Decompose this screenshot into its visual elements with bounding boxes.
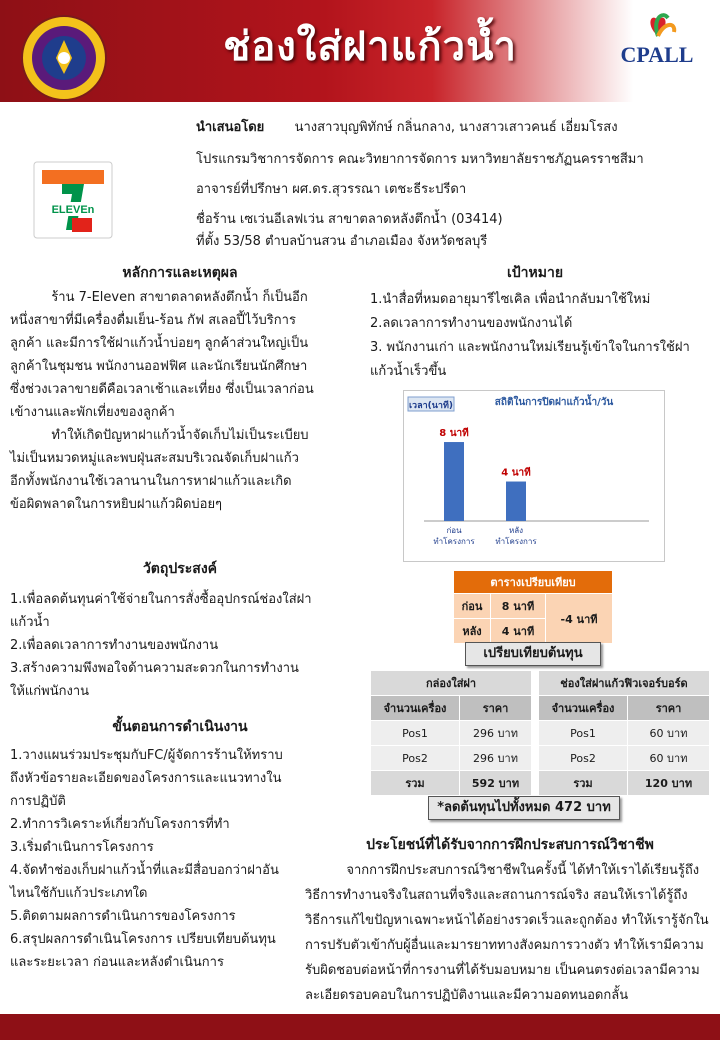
chart-ylabel: เวลา(นาที) (408, 401, 454, 411)
time-chart-svg (404, 391, 664, 561)
column-header: ราคา (628, 696, 710, 721)
total-value: 592 บาท (460, 771, 532, 796)
column-header: ราคา (460, 696, 532, 721)
steps-line: 5.ติดตามผลการดำเนินการของโครงการ (10, 909, 236, 924)
steps-line: 1.วางแผนร่วมประชุมกับFC/ผู้จัดการร้านให้ทราบ (10, 748, 283, 763)
benefits-line: วิธีการแก้ไขปัญหาเฉพาะหน้าได้อย่างรวดเร็วและถูกต้อง ทำให้เรารู้จักใน (305, 913, 709, 928)
principles-line: ข้อผิดพลาดในการหยิบฝาแก้วผิดบ่อยๆ (10, 497, 223, 512)
steps-line: 6.สรุปผลการดำเนินโครงการ เปรียบเทียบต้นทุน (10, 932, 276, 947)
principles-line: ไม่เป็นหมวดหมู่และพบฝุ่นสะสมบริเวณจัดเก็บฝาแก้ว (10, 451, 299, 466)
presenter-names: นางสาวบุญพิทักษ์ กลิ่นกลาง, นางสาวเสาวคนธ์ เอี่ยมโรสง (294, 120, 618, 135)
advisor-line: อาจารย์ที่ปรึกษา ผศ.ดร.สุวรรณา เตชะธีระปรีดา (196, 182, 467, 197)
principles-line: อีกทั้งพนักงานใช้เวลานานในการหาฝาแก้วและเกิด (10, 474, 292, 489)
benefits-line: จากการฝึกประสบการณ์วิชาชีพในครั้งนี้ ได้ทำให้เราได้เรียนรู้ถึง (305, 863, 700, 878)
chart-bar (506, 482, 526, 521)
steps-line: การปฏิบัติ (10, 794, 66, 809)
store-line: ชื่อร้าน เซเว่นอีเลฟเว่น สาขาตลาดหลังตึกน้ำ (03414) (196, 212, 503, 227)
steps-line: และระยะเวลา ก่อนและหลังดำเนินการ (10, 955, 224, 970)
benefits-line: การปรับตัวเข้ากับผู้อื่นและมารยาททางสังคมการวางตัว ทำให้เรามีความ (305, 938, 704, 953)
cpall-logo (600, 6, 715, 70)
goals-line: แก้วน้ำเร็วขึ้น (370, 364, 447, 379)
steps-heading: ขั้นตอนการดำเนินงาน (112, 719, 248, 735)
table-cell: 296 บาท (460, 721, 532, 746)
chart-title: สถิติในการปิดฝาแก้วน้ำ/วัน (494, 397, 614, 408)
table-cell: Pos1 (539, 721, 628, 746)
objectives-body (10, 588, 355, 703)
chart-category-label: ก่อน (446, 526, 462, 535)
benefits-line: วิธีการทำงานจริงในสถานที่จริงและสถานการณ์จริง สอนให้เราได้รู้ถึง (305, 888, 688, 903)
principles-line: หนึ่งสาขาที่มีเครื่องดื่มเย็น-ร้อน กัฟ สเลอปี้ไว้บริการ (10, 313, 296, 328)
time-compare-label: หลัง (454, 619, 491, 644)
time-chart (403, 390, 665, 562)
cost-summary: *ลดต้นทุนไปทั้งหมด 472 บาท (428, 796, 620, 820)
objectives-line: 1.เพื่อลดต้นทุนค่าใช้จ่ายในการสั่งซื้ออุปกรณ์ช่องใส่ฝา (10, 592, 312, 607)
objectives-line: 3.สร้างความพึงพอใจด้านความสะดวกในการทำงาน (10, 661, 299, 676)
futureboard-title: ช่องใส่ฝาแก้วฟิวเจอร์บอร์ด (539, 671, 710, 696)
benefits-line: รับผิดชอบต่อหน้าที่การงานที่ได้รับมอบหมาย เป็นคนตรงต่อเวลามีความ (305, 963, 700, 978)
principles-line: ซึ่งช่วงเวลาขายดีคือเวลาเช้าและเที่ยง ซึ่งเป็นเวลาก่อน (10, 382, 314, 397)
table-cell: Pos2 (539, 746, 628, 771)
lid-box-table (370, 670, 532, 796)
goals-line: 3. พนักงานเก่า และพนักงานใหม่เรียนรู้เข้าใจในการใช้ฝา (370, 340, 690, 355)
goals-line: 2.ลดเวลาการทำงานของพนักงานได้ (370, 316, 573, 331)
table-cell: 296 บาท (460, 746, 532, 771)
total-label: รวม (539, 771, 628, 796)
principles-line: ลูกค้าในชุมชน พนักงานออฟฟิศ และนักเรียนนักศึกษา (10, 359, 308, 374)
principles-heading: หลักการและเหตุผล (122, 265, 238, 281)
table-cell: Pos2 (371, 746, 460, 771)
seven-logo-text: ELEVEn (51, 204, 95, 216)
steps-line: 3.เริ่มดำเนินการโครงการ (10, 840, 154, 855)
steps-body (10, 744, 355, 974)
principles-line: ทำให้เกิดปัญหาฝาแก้วน้ำจัดเก็บไม่เป็นระเบียบ (10, 428, 309, 443)
benefits-line: ละเอียดรอบคอบในการปฏิบัติงานและมีความอดทนอดกลั้น (305, 988, 629, 1003)
footer-bar (0, 1014, 720, 1040)
total-label: รวม (371, 771, 460, 796)
objectives-line: 2.เพื่อลดเวลาการทำงานของพนักงาน (10, 638, 219, 653)
steps-line: 4.จัดทำช่องเก็บฝาแก้วน้ำที่และมีสื่อบอกว่าฝาอัน (10, 863, 279, 878)
cpall-logo-text: CPALL (620, 42, 694, 67)
table-cell: Pos1 (371, 721, 460, 746)
time-compare-value: 4 นาที (491, 619, 546, 644)
time-compare-value: 8 นาที (491, 594, 546, 619)
seven-eleven-logo (32, 160, 114, 240)
time-compare-table (453, 570, 613, 644)
objectives-line: ให้แก่พนักงาน (10, 684, 90, 699)
time-compare-label: ก่อน (454, 594, 491, 619)
chart-category-label: ทำโครงการ (433, 537, 475, 546)
table-cell: 60 บาท (628, 721, 710, 746)
lid-box-title: กล่องใส่ฝา (371, 671, 532, 696)
principles-line: ลูกค้า และมีการใช้ฝาแก้วน้ำบ่อยๆ ลูกค้าส่วนใหญ่เป็น (10, 336, 309, 351)
time-compare-diff: -4 นาที (546, 594, 613, 644)
chart-data-label: 4 นาที (501, 467, 531, 479)
address-line: ที่ตั้ง 53/58 ตำบลบ้านสวน อำเภอเมือง จังหวัดชลบุรี (196, 234, 488, 249)
principles-body (10, 286, 355, 516)
principles-line: เข้างานและพักเที่ยงของลูกค้า (10, 405, 175, 420)
benefits-body (305, 858, 717, 1008)
steps-line: ถึงหัวข้อรายละเอียดของโครงการและแนวทางใน (10, 771, 282, 786)
program-line: โปรแกรมวิชาการจัดการ คณะวิทยาการจัดการ มหาวิทยาลัยราชภัฏนครราชสีมา (196, 152, 644, 167)
page-title: ช่องใส่ฝาแก้วน้ำ (223, 24, 517, 70)
presenter-line (196, 116, 618, 137)
cost-compare-label: เปรียบเทียบต้นทุน (465, 642, 601, 666)
goals-heading: เป้าหมาย (506, 265, 564, 281)
column-header: จำนวนเครื่อง (539, 696, 628, 721)
total-value: 120 บาท (628, 771, 710, 796)
steps-line: 2.ทำการวิเคราะห์เกี่ยวกับโครงการที่ทำ (10, 817, 230, 832)
objectives-line: แก้วน้ำ (10, 615, 50, 630)
column-header: จำนวนเครื่อง (371, 696, 460, 721)
goals-body (370, 288, 715, 384)
chart-category-label: หลัง (508, 526, 524, 535)
chart-category-label: ทำโครงการ (495, 537, 537, 546)
time-compare-title: ตารางเปรียบเทียบ (454, 571, 613, 594)
university-seal-logo (14, 14, 114, 102)
futureboard-table (538, 670, 710, 796)
chart-bar (444, 442, 464, 521)
chart-data-label: 8 นาที (439, 428, 469, 440)
presenter-label: นำเสนอโดย (196, 120, 265, 135)
objectives-heading: วัตถุประสงค์ (142, 561, 218, 577)
benefits-heading: ประโยชน์ที่ได้รับจากการฝึกประสบการณ์วิชาชีพ (366, 837, 654, 853)
steps-line: ไหนใช้กับแก้วประเภทใด (10, 886, 148, 901)
table-cell: 60 บาท (628, 746, 710, 771)
principles-line: ร้าน 7-Eleven สาขาตลาดหลังตึกน้ำ ก็เป็นอีก (10, 290, 308, 305)
goals-line: 1.นำสื่อที่หมดอายุมารีไซเคิล เพื่อนำกลับมาใช้ใหม่ (370, 292, 651, 307)
